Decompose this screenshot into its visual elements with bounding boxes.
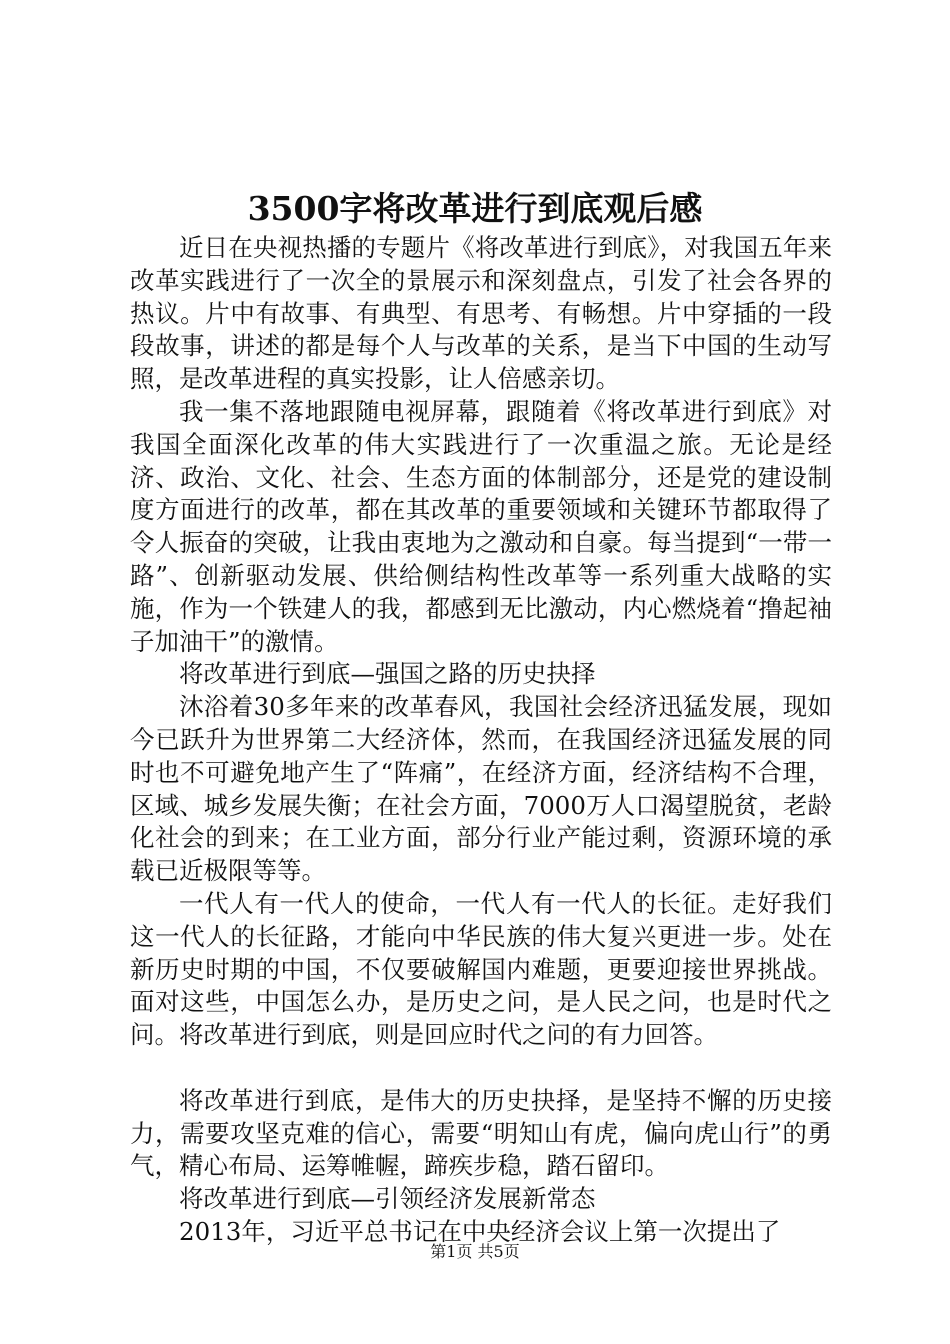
section-heading: 将改革进行到底—强国之路的历史抉择 xyxy=(179,659,596,689)
document-body xyxy=(130,232,832,1249)
section-heading: 将改革进行到底—引领经济发展新常态 xyxy=(179,1184,596,1214)
page-footer: 第1页 共5页 xyxy=(430,1242,520,1261)
paragraph: 2013年，习近平总书记在中央经济会议上第一次提出了 xyxy=(179,1216,781,1246)
paragraph: 沐浴着30多年来的改革春风，我国社会经济迅猛发展，现如今已跃升为世界第二大经济体，然而，在我国经济迅猛发展的同时也不可避免地产生了“阵痛”，在经济方面，经济结构不合理，区域、城乡发展失衡；在社会方面，7000万人口渴望脱贫，老龄化社会的到来；在工业方面，部分行业产能过剩，资源环境的承载已近极限等等。 xyxy=(130,692,832,886)
paragraph: 我一集不落地跟随电视屏幕，跟随着《将改革进行到底》对我国全面深化改革的伟大实践进行了一次重温之旅。无论是经济、政治、文化、社会、生态方面的体制部分，还是党的建设制度方面进行的改革，都在其改革的重要领域和关键环节都取得了令人振奋的突破，让我由衷地为之激动和自豪。每当提到“一带一路”、创新驱动发展、供给侧结构性改革等一系列重大战略的实施，作为一个铁建人的我，都感到无比激动，内心燃烧着“撸起袖子加油干”的激情。 xyxy=(130,396,832,656)
document-title: 3500字将改革进行到底观后感 xyxy=(247,189,703,228)
paragraph: 将改革进行到底，是伟大的历史抉择，是坚持不懈的历史接力，需要攻坚克难的信心，需要“明知山有虎，偏向虎山行”的勇气，精心布局、运筹帷幄，蹄疾步稳，踏石留印。 xyxy=(130,1085,832,1181)
blank-line xyxy=(130,1052,832,1085)
paragraph: 近日在央视热播的专题片《将改革进行到底》，对我国五年来改革实践进行了一次全的景展示和深刻盘点，引发了社会各界的热议。片中有故事、有典型、有思考、有畅想。片中穿插的一段段故事，讲述的都是每个人与改革的关系，是当下中国的生动写照，是改革进程的真实投影，让人倍感亲切。 xyxy=(130,233,832,394)
paragraph: 一代人有一代人的使命，一代人有一代人的长征。走好我们这一代人的长征路，才能向中华民族的伟大复兴更进一步。处在新历史时期的中国，不仅要破解国内难题，更要迎接世界挑战。面对这些，中国怎么办，是历史之问，是人民之问，也是时代之问。将改革进行到底，则是回应时代之问的有力回答。 xyxy=(130,888,832,1050)
